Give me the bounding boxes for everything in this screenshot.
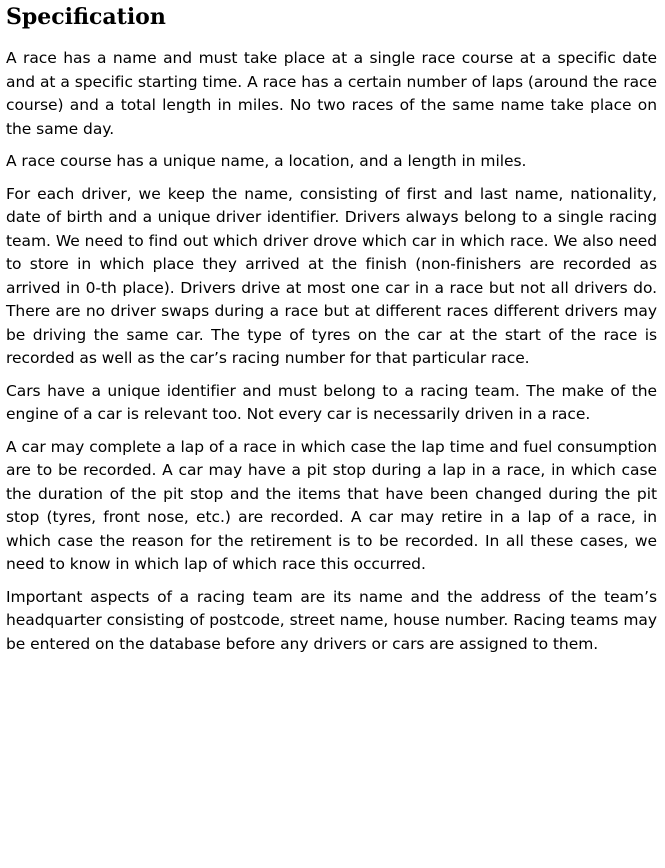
- paragraph-racing-team: Important aspects of a racing team are its name and the address of the team’s headquarter consisting of postcode, street name, house number. Racing teams may be entered on the database before any drivers or cars are assigned to them.: [6, 587, 657, 653]
- section-heading: Specification: [6, 4, 166, 30]
- paragraph-cars: Cars have a unique identifier and must belong to a racing team. The make of the engine of a car is relevant too. Not every car is necessarily driven in a race.: [6, 381, 657, 423]
- paragraph-race: A race has a name and must take place at a single race course at a specific date and at a specific starting time. A race has a certain number of laps (around the race course) and a total length in miles. No two races of the same name take place on the same day.: [6, 49, 657, 138]
- paragraph-race-course: A race course has a unique name, a location, and a length in miles.: [6, 152, 527, 170]
- paragraph-laps: A car may complete a lap of a race in which case the lap time and fuel consumption are to be recorded. A car may have a pit stop during a lap in a race, in which case the duration of the pit stop and the items that have been changed during the pit stop (tyres, front nose, etc.) are recorded. A car may retire in a lap of a race, in which case the reason for the retirement is to be recorded. In all these cases, we need to know in which lap of which race this occurred.: [6, 437, 657, 573]
- paragraph-driver: For each driver, we keep the name, consisting of first and last name, nationality, date of birth and a unique driver identifier. Drivers always belong to a single racing team. We need to find out which driver drove which car in which race. We also need to store in which place they arrived at the finish (non-finishers are recorded as arrived in 0-th place). Drivers drive at most one car in a race but not all drivers do. There are no driver swaps during a race but at different races different drivers may be driving the same car. The type of tyres on the car at the start of the race is recorded as well as the car’s racing number for that particular race.: [6, 184, 657, 367]
